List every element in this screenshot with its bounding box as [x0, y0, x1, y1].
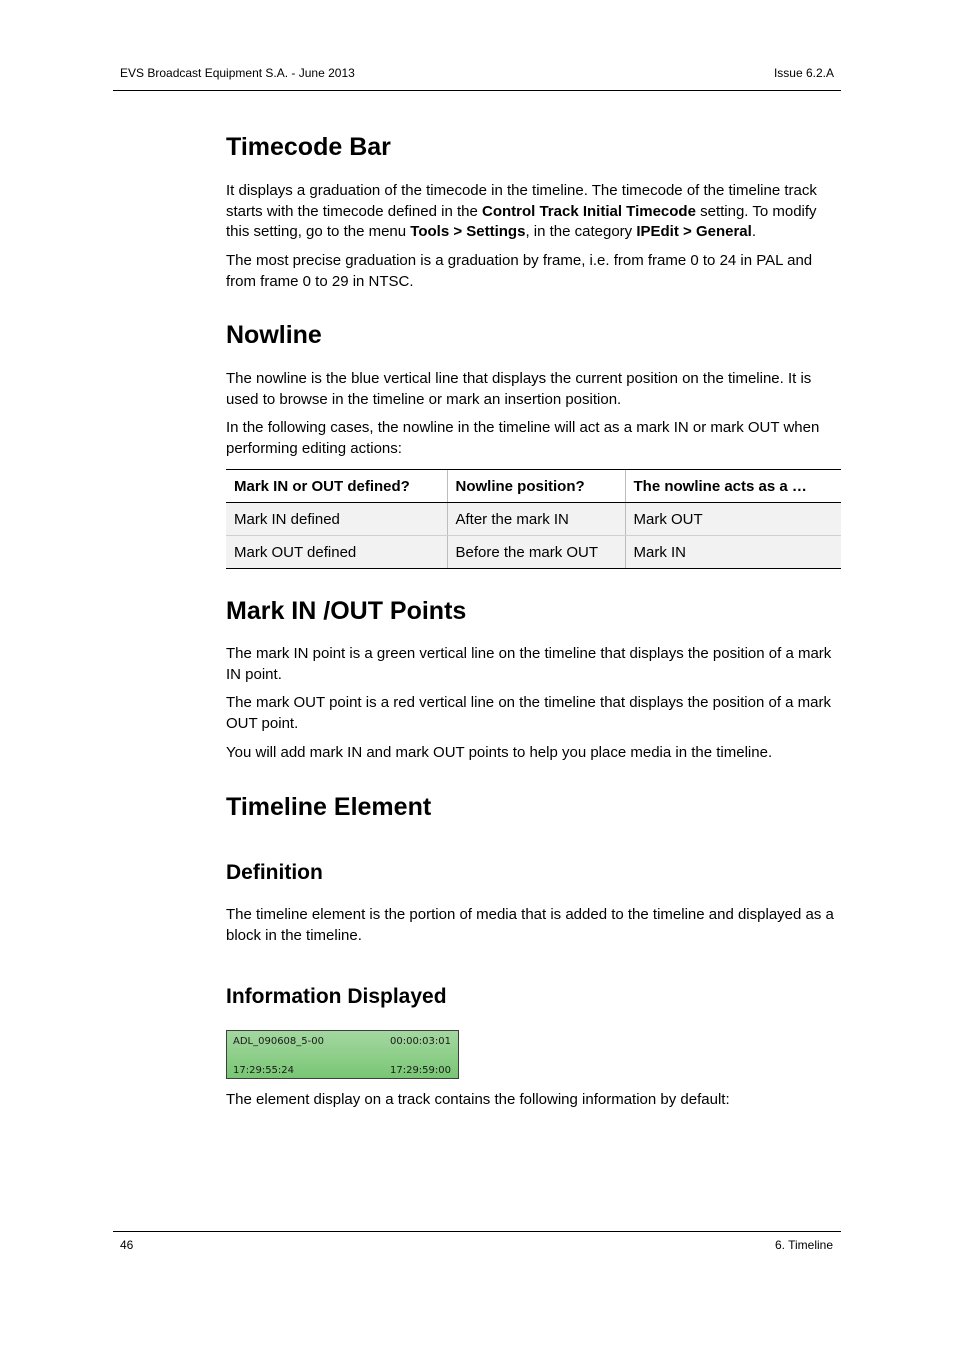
footer-chapter: 6. Timeline: [774, 1238, 833, 1252]
nowline-behavior-table: [226, 469, 841, 569]
table-header-cell: The nowline acts as a …: [625, 470, 841, 503]
definition-paragraph: The timeline element is the portion of media that is added to the timeline and displayed as a block in the timeline.: [226, 906, 834, 944]
table-cell: Mark IN: [625, 536, 841, 569]
timecode-bar-paragraph-2: The most precise graduation is a graduation by frame, i.e. from frame 0 to 24 in PAL and from frame 0 to 29 in NTSC.: [226, 252, 813, 290]
element-timecode-out: 17:29:59:00: [389, 1065, 451, 1076]
section-title-nowline: Nowline: [226, 321, 322, 349]
subsection-title-definition: Definition: [226, 861, 323, 884]
footer-divider: [113, 1231, 841, 1232]
section-title-timeline-element: Timeline Element: [226, 793, 432, 821]
timecode-bar-paragraph-1: It displays a graduation of the timecode in the timeline. The timecode of the timeline track starts with the timecode defined in the Control Track Initial Timecode setting. To modify this setting, go to the menu Tools > Settings, in the category IPEdit > General.: [226, 182, 817, 240]
table-row: [226, 503, 841, 536]
subsection-title-information-displayed: Information Displayed: [226, 985, 447, 1008]
table-header-row: [226, 470, 841, 503]
table-cell: Before the mark OUT: [447, 536, 625, 569]
table-cell: After the mark IN: [447, 503, 625, 536]
header-divider: [113, 90, 841, 91]
table-cell: Mark IN defined: [226, 503, 447, 536]
nowline-paragraph-1: The nowline is the blue vertical line that displays the current position on the timeline. It is used to browse in the timeline or mark an insertion position.: [226, 370, 812, 408]
header-document-title: EVS Broadcast Equipment S.A. - June 2013: [120, 66, 355, 80]
nowline-paragraph-2: In the following cases, the nowline in the timeline will act as a mark IN or mark OUT when performing editing actions:: [226, 419, 820, 457]
footer-page-number: 46: [120, 1238, 134, 1252]
mark-points-paragraph-1: The mark IN point is a green vertical line on the timeline that displays the position of a mark IN point.: [226, 645, 832, 683]
table-row: [226, 536, 841, 569]
element-info-paragraph: The element display on a track contains the following information by default:: [226, 1091, 730, 1108]
mark-points-paragraph-2: The mark OUT point is a red vertical line on the timeline that displays the position of a mark OUT point.: [226, 694, 832, 732]
element-timecode-in: 17:29:55:24: [233, 1065, 295, 1076]
section-title-mark-points: Mark IN /OUT Points: [226, 597, 467, 625]
mark-points-paragraph-3: You will add mark IN and mark OUT points to help you place media in the timeline.: [226, 744, 773, 761]
section-title-timecode-bar: Timecode Bar: [226, 133, 391, 161]
table-cell: Mark OUT defined: [226, 536, 447, 569]
timeline-element-block[interactable]: [226, 1030, 459, 1079]
table-header-cell: Mark IN or OUT defined?: [226, 470, 447, 503]
table-header-cell: Nowline position?: [447, 470, 625, 503]
table-cell: Mark OUT: [625, 503, 841, 536]
element-clip-name: ADL_090608_5-00: [233, 1036, 324, 1047]
header-issue: Issue 6.2.A: [773, 66, 834, 80]
element-duration: 00:00:03:01: [389, 1036, 451, 1047]
